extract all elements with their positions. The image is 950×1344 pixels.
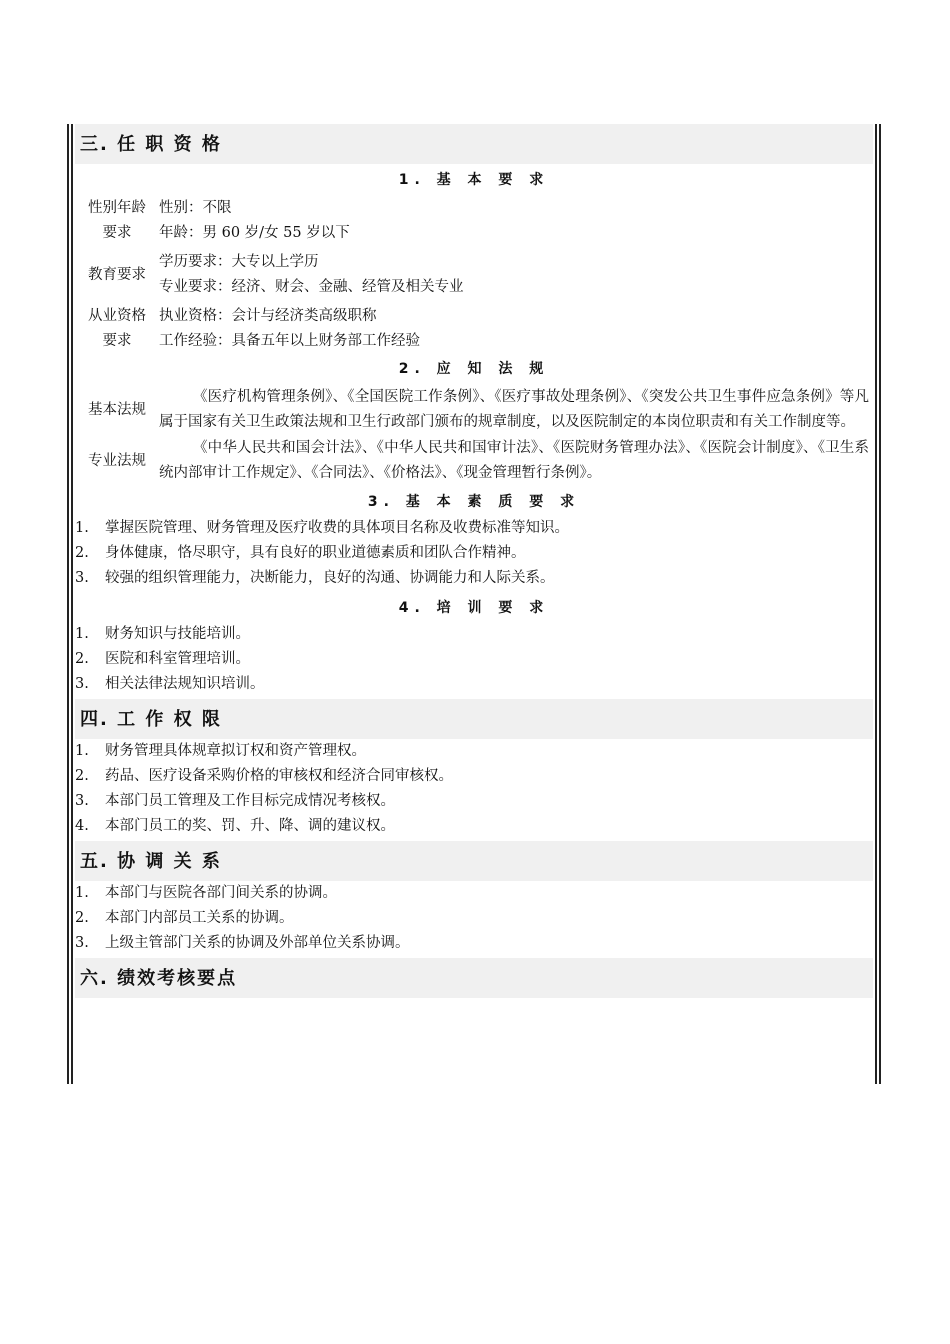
row-values: 执业资格：会计与经济类高级职称 工作经验：具备五年以上财务部工作经验	[159, 308, 420, 349]
list-item: 1. 本部门与医院各部门间关系的协调。	[75, 885, 337, 901]
requirement-row-qualification	[75, 304, 873, 354]
requirement-row-education	[75, 250, 873, 300]
list-item: 3. 上级主管部门关系的协调及外部单位关系协调。	[75, 935, 410, 951]
section-heading-authority: 四. 工 作 权 限	[75, 699, 873, 739]
quality-list	[75, 516, 873, 591]
training-list	[75, 622, 873, 697]
list-item: 3. 本部门员工管理及工作目标完成情况考核权。	[75, 793, 395, 809]
list-item: 1. 掌握医院管理、财务管理及医疗收费的具体项目名称及收费标准等知识。	[75, 520, 569, 536]
row-values: 学历要求：大专以上学历 专业要求：经济、财会、金融、经管及相关专业	[159, 254, 464, 295]
basic-regulations-text: 《医疗机构管理条例》、《全国医院工作条例》、《医疗事故处理条例》、《突发公共卫生事件应急条例》等凡属于国家有关卫生政策法规和卫生行政部门颁布的规章制度，以及医院制定的本岗位职责和有关工作制度等。	[159, 389, 869, 430]
row-values: 性别：不限 年龄：男 60 岁/女 55 岁以下	[159, 200, 350, 241]
list-item: 3. 相关法律法规知识培训。	[75, 676, 265, 692]
list-item: 2. 药品、医疗设备采购价格的审核权和经济合同审核权。	[75, 768, 453, 784]
subheading-basic-requirements: 1. 基 本 要 求	[398, 172, 550, 188]
right-border-line	[875, 124, 877, 1084]
section-heading-qualifications: 三. 任 职 资 格	[75, 124, 873, 164]
left-border-line	[71, 124, 73, 1084]
coordination-list	[75, 881, 873, 956]
row-label: 教育要求	[88, 266, 146, 283]
list-item: 1. 财务知识与技能培训。	[75, 626, 250, 642]
list-item: 2. 身体健康，恪尽职守，具有良好的职业道德素质和团队合作精神。	[75, 545, 526, 561]
professional-regulations-text: 《中华人民共和国会计法》、《中华人民共和国审计法》、《医院财务管理办法》、《医院会计制度》、《卫生系统内部审计工作规定》、《合同法》、《价格法》、《现金管理暂行条例》。	[159, 440, 869, 481]
right-border-line	[879, 124, 881, 1084]
row-label: 专业法规	[88, 452, 146, 469]
document-content	[75, 124, 873, 998]
document-frame	[67, 124, 881, 1084]
list-item: 2. 医院和科室管理培训。	[75, 651, 250, 667]
subheading-regulations: 2. 应 知 法 规	[398, 361, 550, 377]
list-item: 1. 财务管理具体规章拟订权和资产管理权。	[75, 743, 366, 759]
regulation-row-basic	[75, 385, 873, 435]
authority-list	[75, 739, 873, 839]
requirement-row-gender-age	[75, 196, 873, 246]
subheading-basic-qualities: 3. 基 本 素 质 要 求	[367, 494, 581, 510]
left-border-line	[67, 124, 69, 1084]
section-heading-performance: 六. 绩效考核要点	[75, 958, 873, 998]
section-heading-coordination: 五. 协 调 关 系	[75, 841, 873, 881]
regulation-row-professional	[75, 436, 873, 486]
list-item: 2. 本部门内部员工关系的协调。	[75, 910, 294, 926]
row-label: 基本法规	[88, 401, 146, 418]
row-label: 从业资格 要求	[88, 308, 146, 349]
subheading-training: 4. 培 训 要 求	[398, 600, 550, 616]
list-item: 4. 本部门员工的奖、罚、升、降、调的建议权。	[75, 818, 395, 834]
row-label: 性别年龄 要求	[88, 200, 146, 241]
list-item: 3. 较强的组织管理能力，决断能力，良好的沟通、协调能力和人际关系。	[75, 570, 555, 586]
